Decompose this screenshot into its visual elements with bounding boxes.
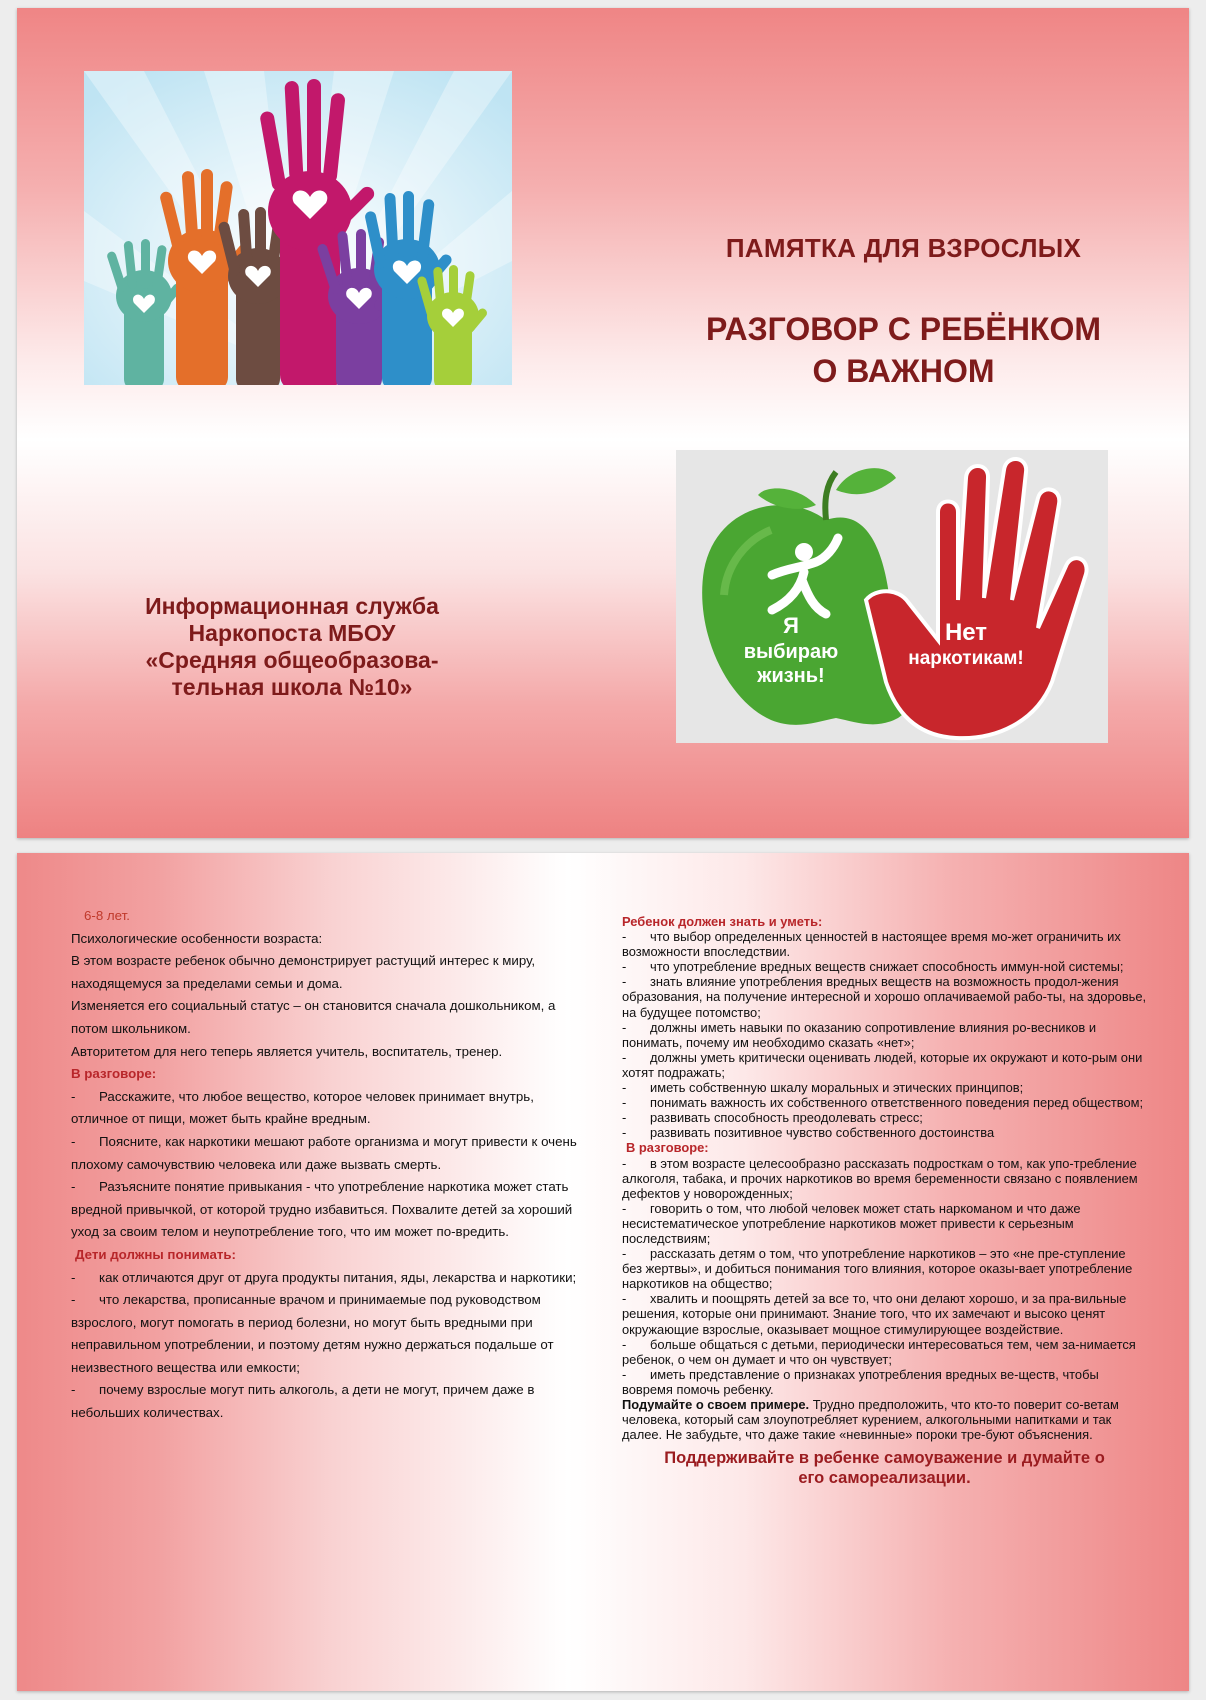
list-item: - говорить о том, что любой человек может стать наркоманом и что даже несистематическое употребление наркотиков может привести к серьезным последствиям; (622, 1200, 1081, 1246)
paragraph: Авторитетом для него теперь является учитель, воспитатель, тренер. (71, 1043, 503, 1059)
understand-heading: Дети должны понимать: (75, 1246, 236, 1262)
apple-slogan-line-3: жизнь! (757, 665, 825, 687)
paragraph: Изменяется его социальный статус – он становится сначала дошкольником, а потом школьником. (71, 998, 556, 1036)
cover-title (676, 308, 1131, 392)
list-item: - развивать способность преодолевать стресс; (622, 1110, 923, 1126)
cover-title-line-1: РАЗГОВОР С РЕБЁНКОМ (705, 311, 1101, 347)
list-item: - почему взрослые могут пить алкоголь, а дети не могут, причем даже в небольших количествах. (71, 1382, 535, 1421)
list-item: - понимать важность их собственного ответственного поведения перед обществом; (622, 1095, 1144, 1111)
left-column (71, 905, 591, 1425)
example-text: Трудно предположить, что кто-то поверит со-ветам человека, который сам злоупотребляет курением, алкогольными напитками и так далее. Не забудьте, что даже такие «невинные» пороки тре-буют объяснения. (622, 1397, 1119, 1443)
apple-and-hand-illustration (676, 450, 1108, 743)
list-item: - должны уметь критически оценивать людей, которые их окружают и кото-рым они хотят подражать; (622, 1049, 1143, 1080)
raised-hands-illustration (84, 71, 512, 385)
example-bold: Подумайте о своем примере. (622, 1397, 810, 1412)
list-item: - знать влияние употребления вредных веществ на возможность продол-жения образования, на получение интересной и хорошо оплачиваемой рабо-ты, на здоровье, на будущее потомство; (622, 974, 1147, 1020)
list-item: - развивать позитивное чувство собственного достоинства (622, 1125, 995, 1141)
list-item: - рассказать детям о том, что употребление наркотиков – это «не пре-ступление без жертвы», и добиться понимания того влияния, которое оказы-вает употребление наркотиков на общество; (622, 1246, 1133, 1292)
list-item: - Расскажите, что любое вещество, которое человек принимает внутрь, отличное от пищи, может быть крайне вредным. (71, 1088, 534, 1127)
list-item: - больше общаться с детьми, периодически интересоваться тем, чем за-нимается ребенок, о чем он думает и что он чувствует; (622, 1336, 1136, 1367)
know-heading: Ребенок должен знать и уметь: (622, 914, 823, 929)
apple-slogan-line-2: выбираю (743, 641, 839, 663)
list-item: - как отличаются друг от друга продукты питания, яды, лекарства и наркотики; (71, 1269, 577, 1285)
list-item: - Поясните, как наркотики мешают работе организма и могут привести к очень плохому самочувствию человека или даже вызвать смерть. (71, 1133, 577, 1172)
hand-slogan-line-2: наркотикам! (908, 648, 1024, 669)
age-heading: 6-8 лет. (84, 908, 130, 923)
org-line-4: тельная школа №10» (171, 674, 413, 700)
list-item: - должны иметь навыки по оказанию сопротивление влияния ро-весников и понимать, почему им необходимо сказать «нет»; (622, 1019, 1097, 1050)
cover-subtitle: ПАМЯТКА ДЛЯ ВЗРОСЛЫХ (725, 233, 1082, 263)
right-column (622, 914, 1147, 1488)
conversation-heading: В разговоре: (626, 1140, 709, 1156)
list-item: - иметь собственную шкалу моральных и этических принципов; (622, 1080, 1024, 1096)
list-item: - что лекарства, прописанные врачом и принимаемые под руководством взрослого, могут помогать в период болезни, но могут быть вредными при неправильном употреблении, и поэтому детям нужно держаться подальше от неизвестного вещества или емкости; (71, 1292, 554, 1375)
list-item: - хвалить и поощрять детей за все то, что они делают хорошо, и за пра-вильные решения, которые они принимают. Знание того, что их замечают и высоко ценят окружающие взрослые, оказывает мощное стимулирующее воздействие. (622, 1291, 1127, 1337)
org-line-2: Наркопоста МБОУ (188, 620, 396, 646)
organization-name (107, 593, 477, 701)
org-line-1: Информационная служба (145, 593, 439, 619)
closing-line-2: его самореализации. (798, 1469, 971, 1488)
conversation-heading: В разговоре: (71, 1066, 157, 1082)
org-line-3: «Средняя общеобразова- (145, 647, 439, 673)
closing-message (622, 1448, 1147, 1488)
cover-title-line-2: О ВАЖНОМ (812, 353, 995, 389)
list-item: - что употребление вредных веществ снижает способность иммун-ной системы; (622, 959, 1124, 975)
inner-page (17, 853, 1189, 1691)
list-item: - иметь представление о признаках употребления вредных ве-ществ, чтобы вовремя помочь ребенку. (622, 1366, 1099, 1397)
hand-slogan-line-1: Нет (944, 619, 988, 646)
closing-line-1: Поддерживайте в ребенке самоуважение и думайте о (664, 1449, 1105, 1468)
example-paragraph (622, 1397, 1147, 1442)
paragraph: В этом возрасте ребенок обычно демонстрирует растущий интерес к миру, находящемуся за пределами семьи и дома. (71, 953, 536, 991)
list-item: - в этом возрасте целесообразно рассказать подросткам о том, как упо-требление алкоголя, табака, и прочих наркотиков во время беременности связано с появлением дефектов у новорожденных; (622, 1155, 1138, 1201)
apple-slogan-line-1: Я (783, 613, 799, 638)
paragraph: Психологические особенности возраста: (71, 930, 323, 946)
list-item: - Разъясните понятие привыкания - что употребление наркотика может стать вредной привычкой, от которой трудно избавиться. Похвалите детей за хороший уход за своим телом и неупотребление того, что им может по-вредить. (71, 1179, 573, 1240)
cover-page (17, 8, 1189, 838)
list-item: - что выбор определенных ценностей в настоящее время мо-жет ограничить их возможности впоследствии. (622, 929, 1121, 960)
